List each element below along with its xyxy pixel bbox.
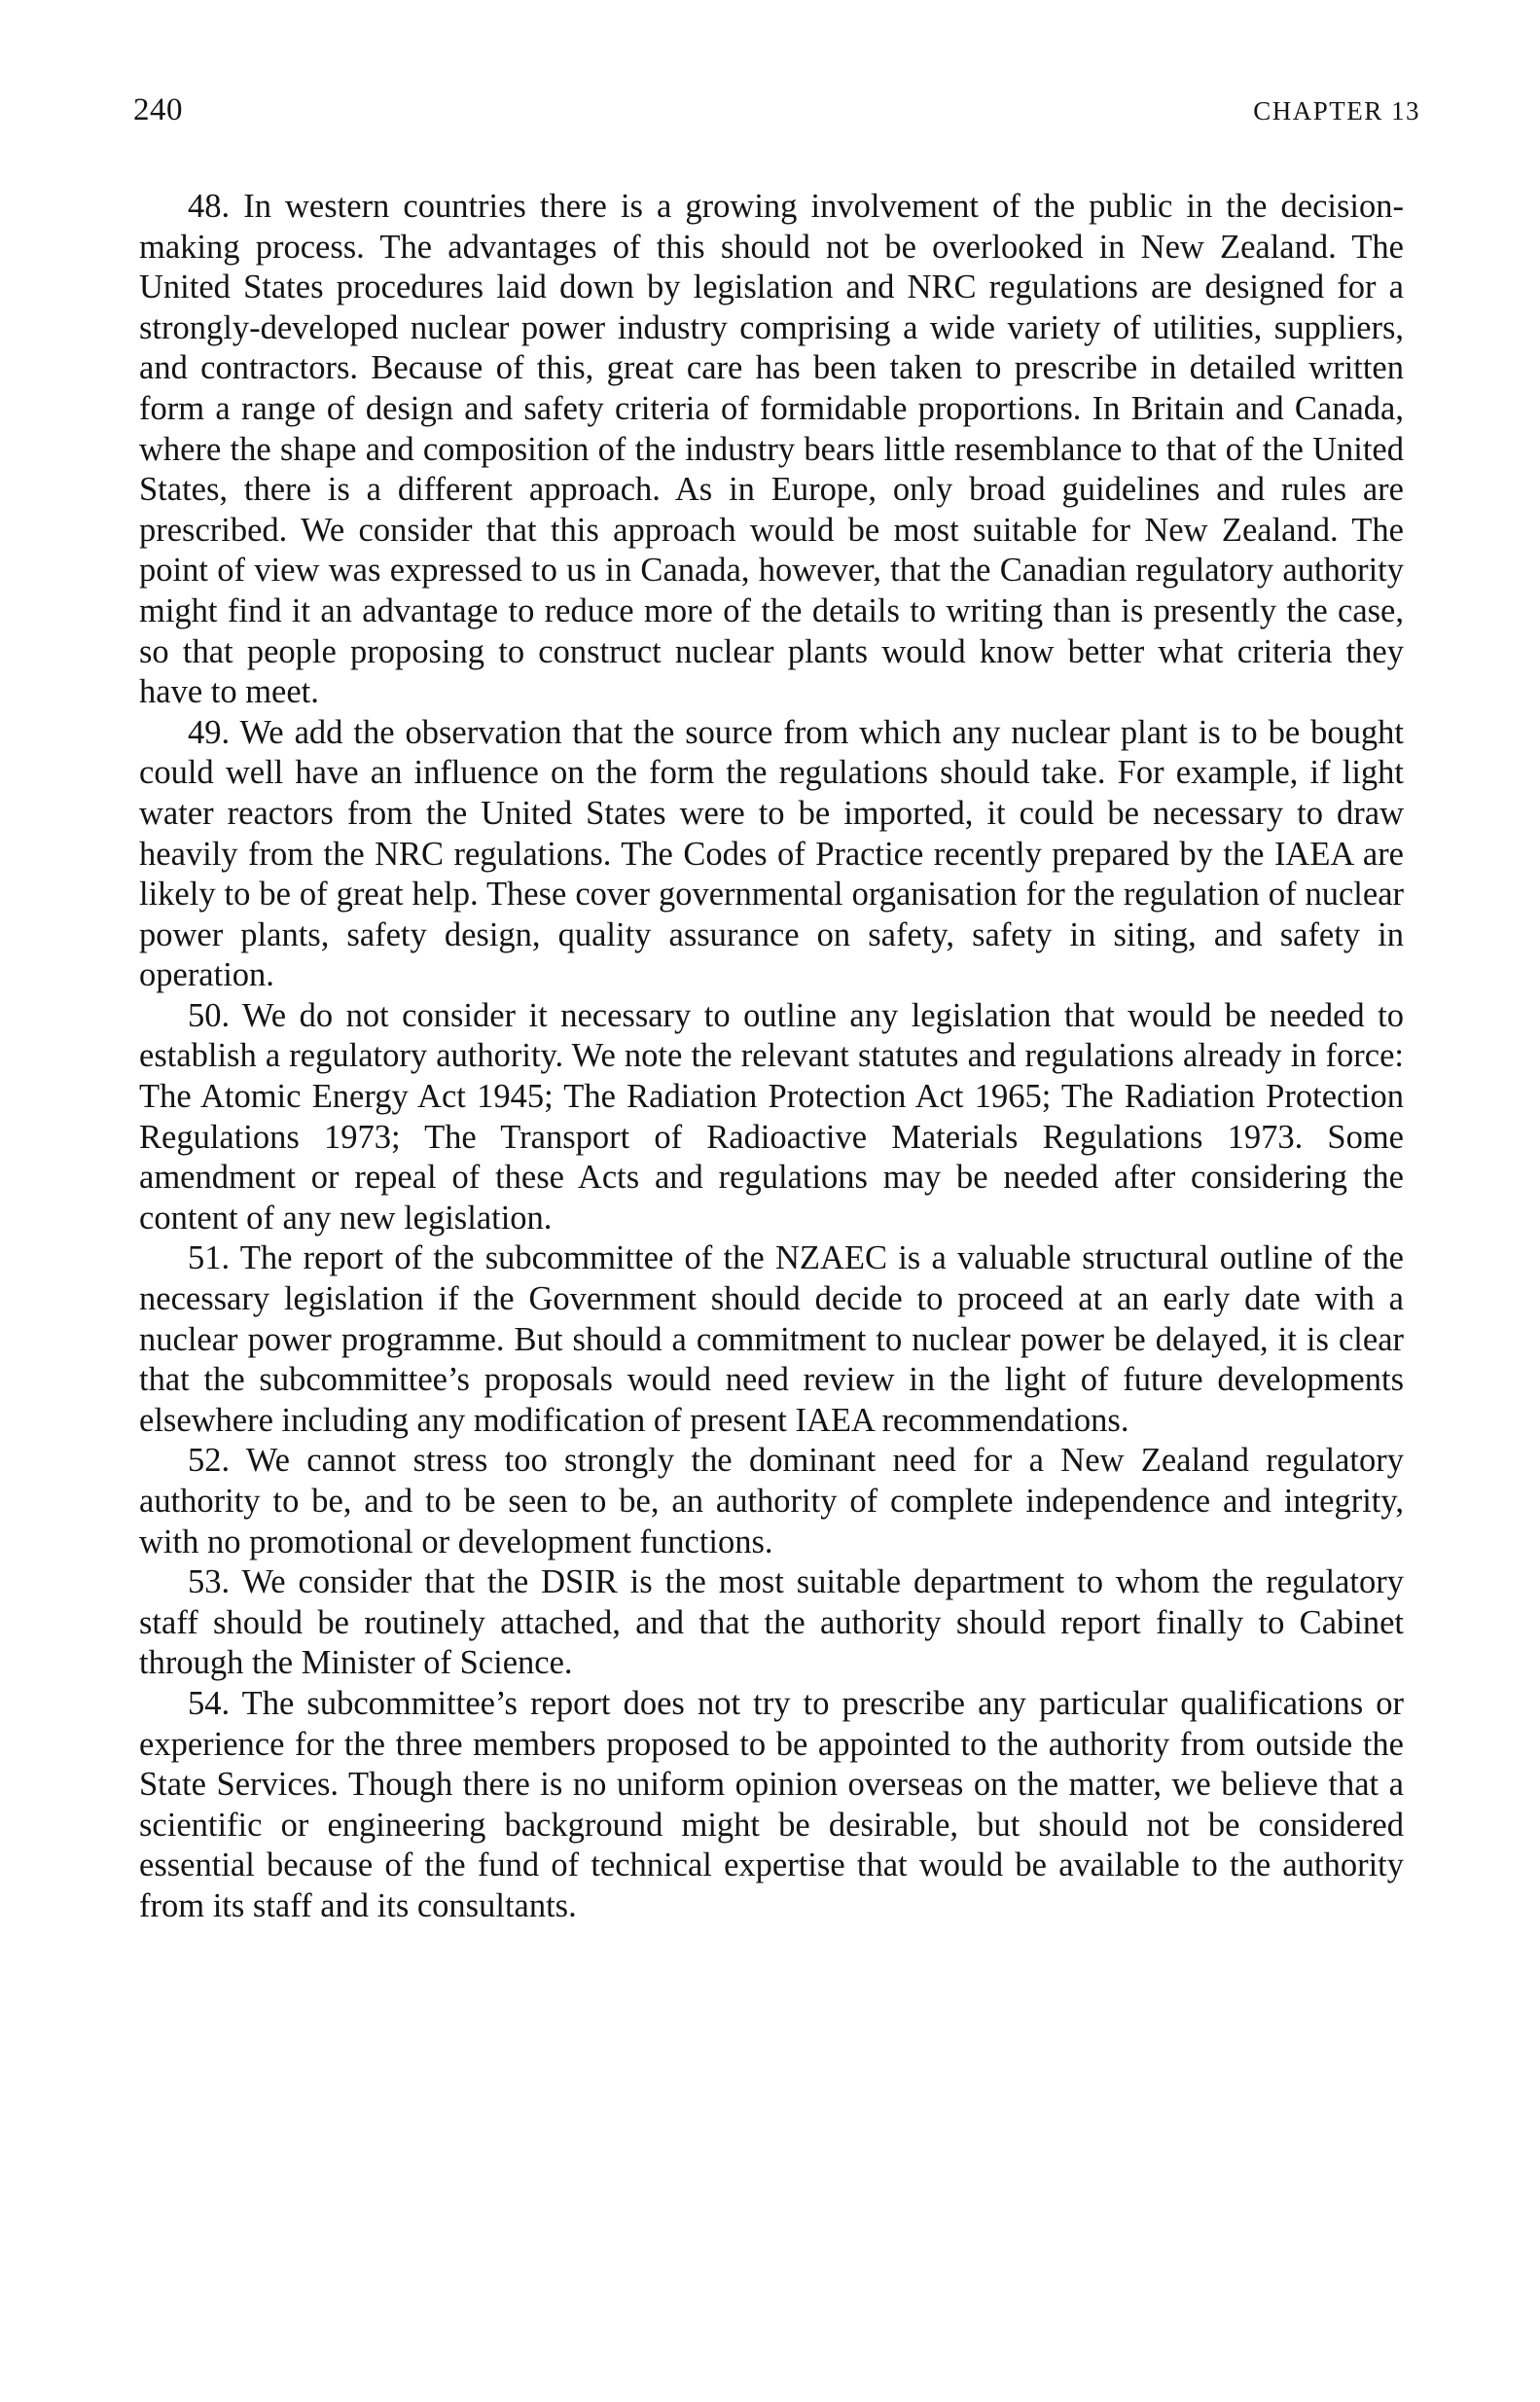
paragraph-number: 49.: [188, 713, 231, 751]
paragraph-text: The subcommittee’s report does not try to prescribe any particular qualifications or experience for the three members proposed to be appointed to the authority from outside the State Services. Though there is no uniform opinion overseas on the matter, we believe that a scientific or engineering background might be desirable, but should not be considered essential because of the fund of technical expertise that would be available to the authority from its staff and its consultants.: [139, 1684, 1404, 1924]
paragraph-text: In western countries there is a growing involvement of the public in the decision-making process. The advantages of this should not be overlooked in New Zealand. The United States procedures laid down by legislation and NRC regulations are designed for a strongly-developed nuclear power industry comprising a wide variety of utilities, suppliers, and contractors. Because of this, great care has been taken to prescribe in detailed written form a range of design and safety criteria of formidable proportions. In Britain and Canada, where the shape and composition of the industry bears little resemblance to that of the United States, there is a different approach. As in Europe, only broad guidelines and rules are prescribed. We consider that this approach would be most suitable for New Zealand. The point of view was expressed to us in Canada, however, that the Canadian regulatory authority might find it an advantage to reduce more of the details to writing than is presently the case, so that people proposing to construct nuclear plants would know better what criteria they have to meet.: [139, 188, 1404, 711]
body-text: [139, 187, 1404, 1927]
paragraph-53: [139, 1562, 1404, 1684]
paragraph-text: We add the observation that the source from which any nuclear plant is to be bought could well have an influence on the form the regulations should take. For example, if light water reactors from the United States were to be imported, it could be necessary to draw heavily from the NRC regulations. The Codes of Practice recently prepared by the IAEA are likely to be of great help. These cover governmental organisation for the regulation of nuclear power plants, safety design, quality assurance on safety, safety in siting, and safety in operation.: [139, 713, 1404, 994]
paragraph-text: We cannot stress too strongly the dominant need for a New Zealand regulatory authority to be, and to be seen to be, an authority of complete independence and integrity, with no promotional or development functions.: [139, 1442, 1404, 1560]
paragraph-number: 54.: [188, 1684, 231, 1722]
paragraph-text: We do not consider it necessary to outline any legislation that would be needed to establish a regulatory authority. We note the relevant statutes and regulations already in force: The Atomic Energy Act 1945; The Radiation Protection Act 1965; The Radiation Protection Regulations 1973; The Transport of Radioactive Materials Regulations 1973. Some amendment or repeal of these Acts and regulations may be needed after considering the content of any new legislation.: [139, 996, 1404, 1237]
paragraph-number: 52.: [188, 1442, 231, 1480]
paragraph-number: 53.: [188, 1563, 231, 1601]
page-number: 240: [133, 92, 183, 127]
paragraph-49: [139, 713, 1404, 996]
paragraph-text: The report of the subcommittee of the NZAEC is a valuable structural outline of the necessary legislation if the Government should decide to proceed at an early date with a nuclear power programme. But should a commitment to nuclear power be delayed, it is clear that the subcommittee’s proposals would need review in the light of future developments elsewhere including any modification of present IAEA recommendations.: [139, 1239, 1404, 1439]
paragraph-52: [139, 1441, 1404, 1562]
paragraph-text: We consider that the DSIR is the most suitable department to whom the regulatory staff should be routinely attached, and that the authority should report finally to Cabinet through the Minister of Science.: [139, 1563, 1404, 1682]
paragraph-48: [139, 187, 1404, 713]
paragraph-number: 51.: [188, 1239, 231, 1277]
paragraph-number: 48.: [188, 188, 231, 225]
paragraph-number: 50.: [188, 996, 231, 1034]
paragraph-51: [139, 1238, 1404, 1441]
page-header: [133, 92, 1420, 131]
paragraph-54: [139, 1684, 1404, 1927]
running-head: CHAPTER 13: [1253, 96, 1420, 125]
paragraph-50: [139, 996, 1404, 1239]
